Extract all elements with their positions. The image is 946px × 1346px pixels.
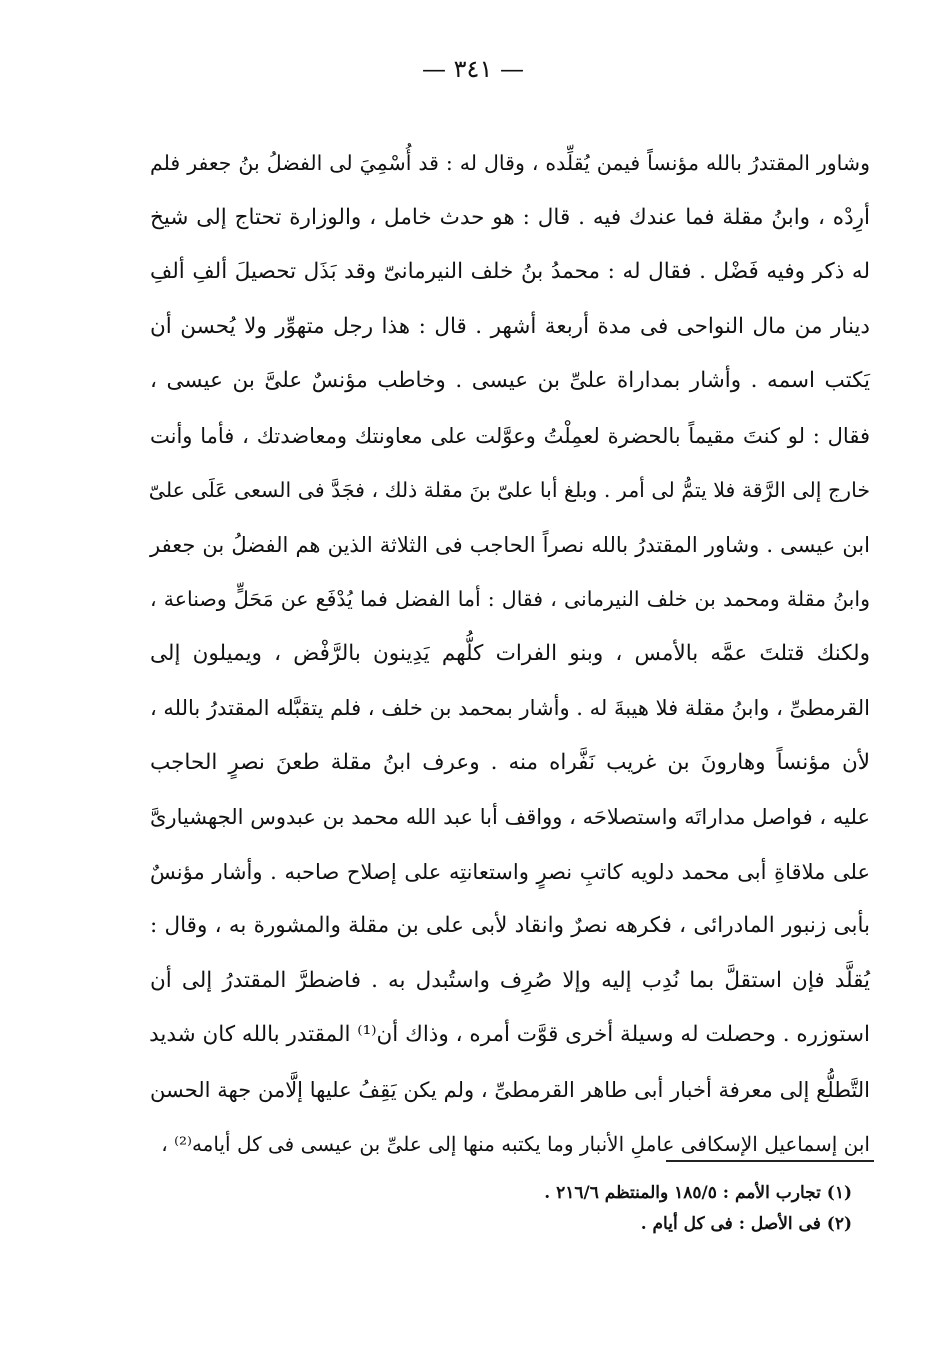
- text-line: ولكنك قتلتَ عمَّه بالأمس ، وبنو الفرات كلُّهم يَدِينون بالرَّفْض ، ويميلون إلى: [150, 640, 870, 666]
- text-line: دينار من مال النواحى فى مدة أربعة أشهر . قال : هذا رجل متهوِّر ولا يُحسن أن: [150, 313, 870, 339]
- text-line: استوزره . وحصلت له وسيلة أخرى قوَّت أمره ، وذاك أن⁽¹⁾ المقتدر بالله كان شديد: [149, 1022, 870, 1047]
- footnote-divider: [666, 1160, 874, 1162]
- text-line: لأن مؤنساً وهارونَ بن غريب نَفَّراه منه . وعرف ابنُ مقلة طعنَ نصرٍ الحاجب: [150, 749, 870, 775]
- page-number: — ٣٤١ —: [422, 55, 524, 83]
- text-line: ابن إسماعيل الإسكافى عاملِ الأنبار وما يكتبه منها إلى علىِّ بن عيسى فى كل أيامه⁽²⁾ ،: [161, 1132, 870, 1156]
- main-text: [150, 136, 870, 1172]
- text-line: عليه ، فواصل مداراتَه واستصلاحَه ، وواقف أبا عبد الله محمد بن عبدوس الجهشيارىَّ: [150, 805, 870, 829]
- text-line: القرمطىِّ ، وابنُ مقلة فلا هيبةَ له . وأشار بمحمد بن خلف ، فلم يتقبَّله المقتدرُ بالله ،: [149, 696, 870, 720]
- text-line: له ذكر وفيه فَضْل . فقال له : محمدُ بنُ خلف النيرمانىّ وقد بَذَل تحصيلَ ألفِ ألفِ: [150, 259, 870, 284]
- text-line: التَّطلُّع إلى معرفة أخبار أبى طاهر القرمطىِّ ، ولم يكن يَقِفُ عليها إلَّامن جهة الحسن: [150, 1077, 870, 1102]
- text-line: يُقلَّد فإن استقلَّ بما نُدِب إليه وإلا صُرِف واستُبدل به . فاضطرَّ المقتدرُ إلى أن: [150, 967, 870, 993]
- text-line: يَكتب اسمه . وأشار بمداراة علىِّ بن عيسى . وخاطب مؤنسٌ علىَّ بن عيسى ،: [150, 368, 870, 393]
- text-line: بأبى زنبور المادرائى ، فكرهه نصرٌ وانقاد لأبى على بن مقلة والمشورة به ، وقال :: [150, 913, 870, 938]
- text-line: فقال : لو كنتَ مقيماً بالحضرة لعمِلْتُ وعوَّلت على معاونتك ومعاضدتك ، فأما وأنت: [150, 423, 870, 448]
- footnote-2: (٢) فى الأصل : فى كل أيام .: [640, 1214, 852, 1234]
- text-line: على ملاقاةِ أبى محمد دلويه كاتبِ نصرٍ واستعانتِه على إصلاح صاحبه . وأشار مؤنسٌ: [150, 859, 870, 884]
- text-line: خارج إلى الرَّقة فلا يتمُّ لى أمر . وبلغ أبا علىّ بنَ مقلة ذلك ، فجَدَّ فى السعى عَلَى علىّ: [148, 478, 870, 502]
- footnote-1: (١) تجارب الأمم : ١٨٥/٥ والمنتظم ٢١٦/٦ .: [544, 1183, 852, 1203]
- footnotes: [300, 1178, 852, 1240]
- text-line: وابنُ مقلة ومحمد بن خلف النيرمانى ، فقال : أما الفضل فما يُدْفَع عن مَحَلٍّ وصناعة ،: [150, 587, 870, 611]
- text-line: أرِدْه ، وابنُ مقلة فما عندك فيه . قال : هو حدث خامل ، والوزارة تحتاج إلى شيخ: [150, 204, 870, 230]
- text-line: ابن عيسى . وشاور المقتدرُ بالله نصراً الحاجب فى الثلاثة الذين هم الفضلُ بن جعفر: [150, 532, 870, 557]
- text-line: وشاور المقتدرُ بالله مؤنساً فيمن يُقلِّده ، وقال له : قد أُسْمِيَ لى الفضلُ بنُ جعفر فلم: [150, 151, 870, 175]
